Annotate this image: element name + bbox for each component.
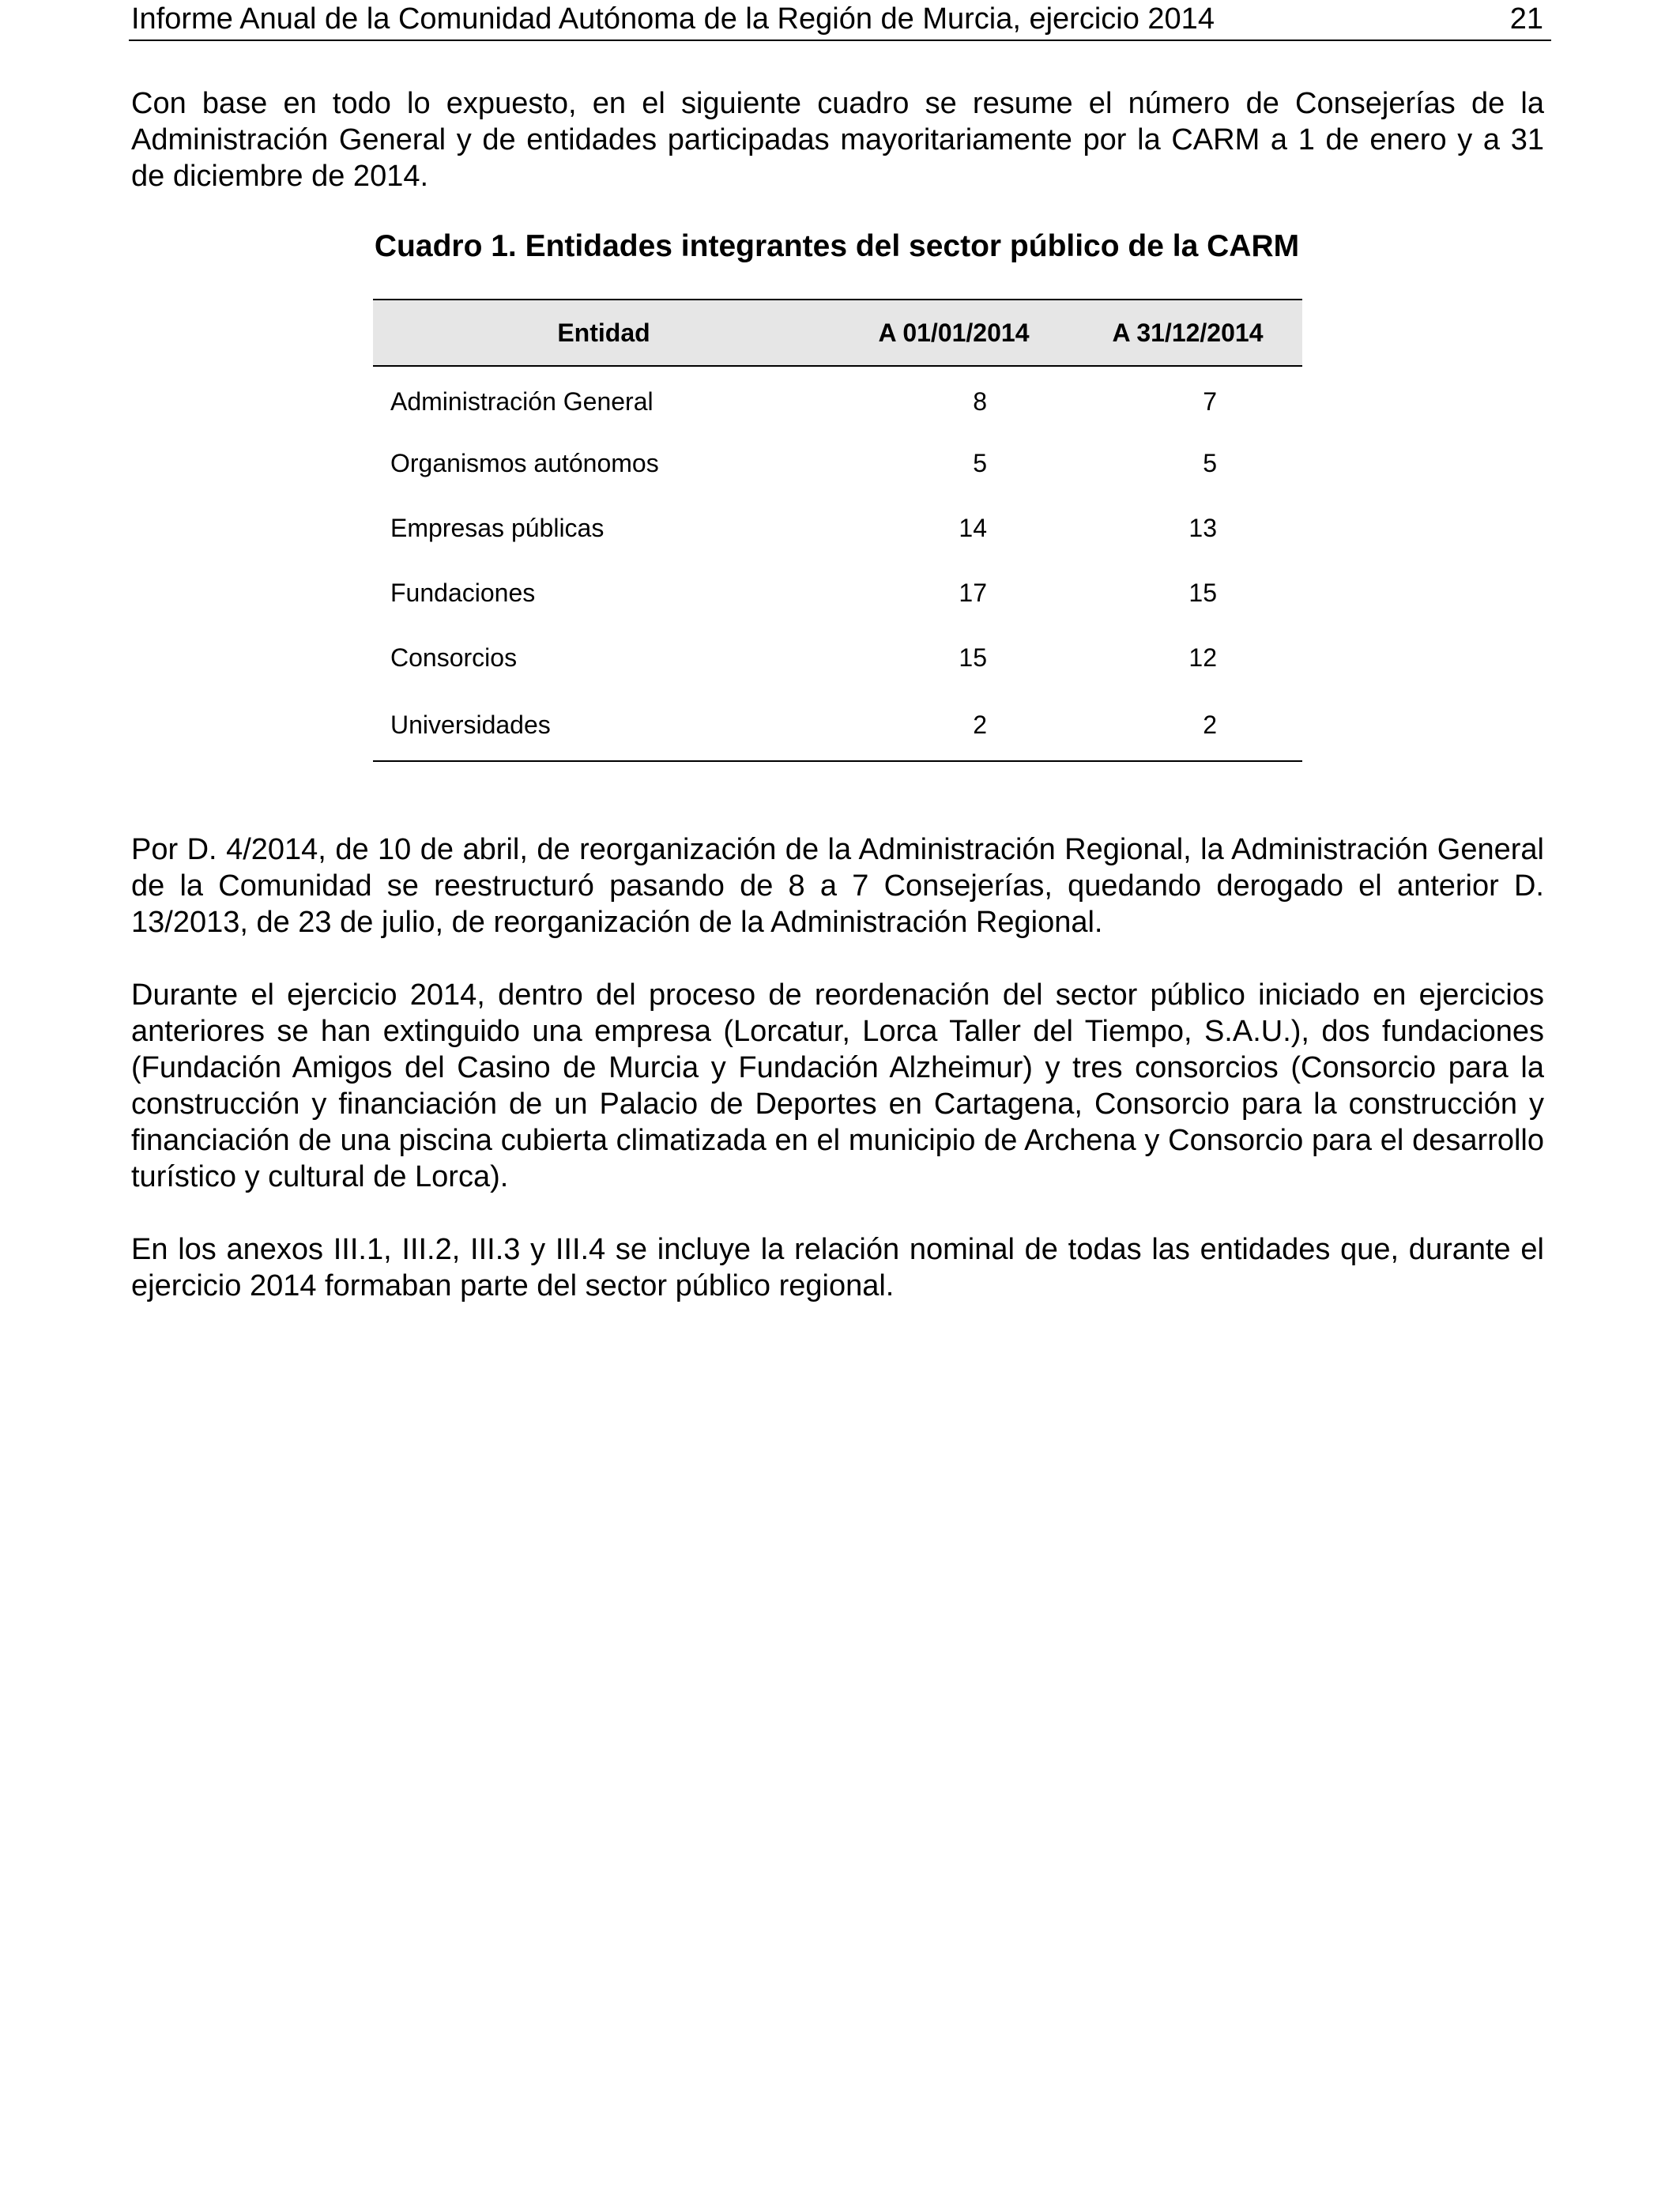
count-start: 17 bbox=[959, 578, 987, 607]
entity-name: Consorcios bbox=[390, 643, 518, 672]
table-header-row bbox=[373, 300, 1302, 366]
count-start: 8 bbox=[973, 387, 987, 416]
count-end: 12 bbox=[1188, 643, 1217, 672]
entity-name: Organismos autónomos bbox=[390, 448, 659, 477]
table-caption-text: Cuadro 1. Entidades integrantes del sector público de la CARM bbox=[374, 229, 1300, 263]
count-end: 15 bbox=[1188, 578, 1217, 607]
header-start-date: A 01/01/2014 bbox=[878, 318, 1030, 347]
decree-paragraph: Por D. 4/2014, de 10 de abril, de reorganización de la Administración Regional, la Administración General de la Comunidad se reestructuró pasando de 8 a 7 Consejerías, quedando derogado el anterior D. 13/2013, de 23 de julio, de reorganización de la Administración Regional. bbox=[131, 833, 1544, 939]
entity-name: Fundaciones bbox=[390, 578, 536, 607]
count-start: 15 bbox=[959, 643, 987, 672]
page-header bbox=[129, 0, 1551, 41]
table-caption bbox=[0, 228, 1680, 266]
annexes-paragraph: En los anexos III.1, III.2, III.3 y III.4 se incluye la relación nominal de todas las entidades que, durante el ejercicio 2014 formaban parte del sector público regional. bbox=[131, 1233, 1544, 1302]
header-entidad: Entidad bbox=[557, 318, 650, 347]
table-row bbox=[373, 496, 1302, 560]
table-row bbox=[373, 690, 1302, 761]
report-title: Informe Anual de la Comunidad Autónoma de la Región de Murcia, ejercicio 2014 bbox=[131, 2, 1215, 36]
table-row bbox=[373, 366, 1302, 431]
entity-name: Administración General bbox=[390, 387, 654, 416]
entity-name: Empresas públicas bbox=[390, 513, 605, 542]
table-row bbox=[373, 560, 1302, 625]
count-end: 13 bbox=[1188, 513, 1217, 542]
count-end: 7 bbox=[1203, 387, 1217, 416]
count-start: 14 bbox=[959, 513, 987, 542]
intro-paragraph: Con base en todo lo expuesto, en el siguiente cuadro se resume el número de Consejerías de la Administración General y de entidades participadas mayoritariamente por la CARM a 1 de enero y a 31 de diciembre de 2014. bbox=[131, 87, 1544, 193]
count-end: 5 bbox=[1203, 448, 1217, 477]
entities-table bbox=[373, 299, 1302, 762]
count-start: 5 bbox=[973, 448, 987, 477]
count-start: 2 bbox=[973, 711, 987, 739]
table-row bbox=[373, 431, 1302, 496]
entity-name: Universidades bbox=[390, 711, 551, 739]
table-row bbox=[373, 625, 1302, 690]
page-number: 21 bbox=[1509, 2, 1543, 36]
count-end: 2 bbox=[1203, 711, 1217, 739]
header-end-date: A 31/12/2014 bbox=[1112, 318, 1264, 347]
extinctions-paragraph: Durante el ejercicio 2014, dentro del proceso de reordenación del sector público iniciado en ejercicios anteriores se han extinguido una empresa (Lorcatur, Lorca Taller del Tiempo, S.A.U.), dos fundaciones (Fundación Amigos del Casino de Murcia y Fundación Alzheimur) y tres consorcios (Consorcio para la construcción y financiación de un Palacio de Deportes en Cartagena, Consorcio para la construcción y financiación de una piscina cubierta climatizada en el municipio de Archena y Consorcio para el desarrollo turístico y cultural de Lorca). bbox=[131, 978, 1544, 1193]
